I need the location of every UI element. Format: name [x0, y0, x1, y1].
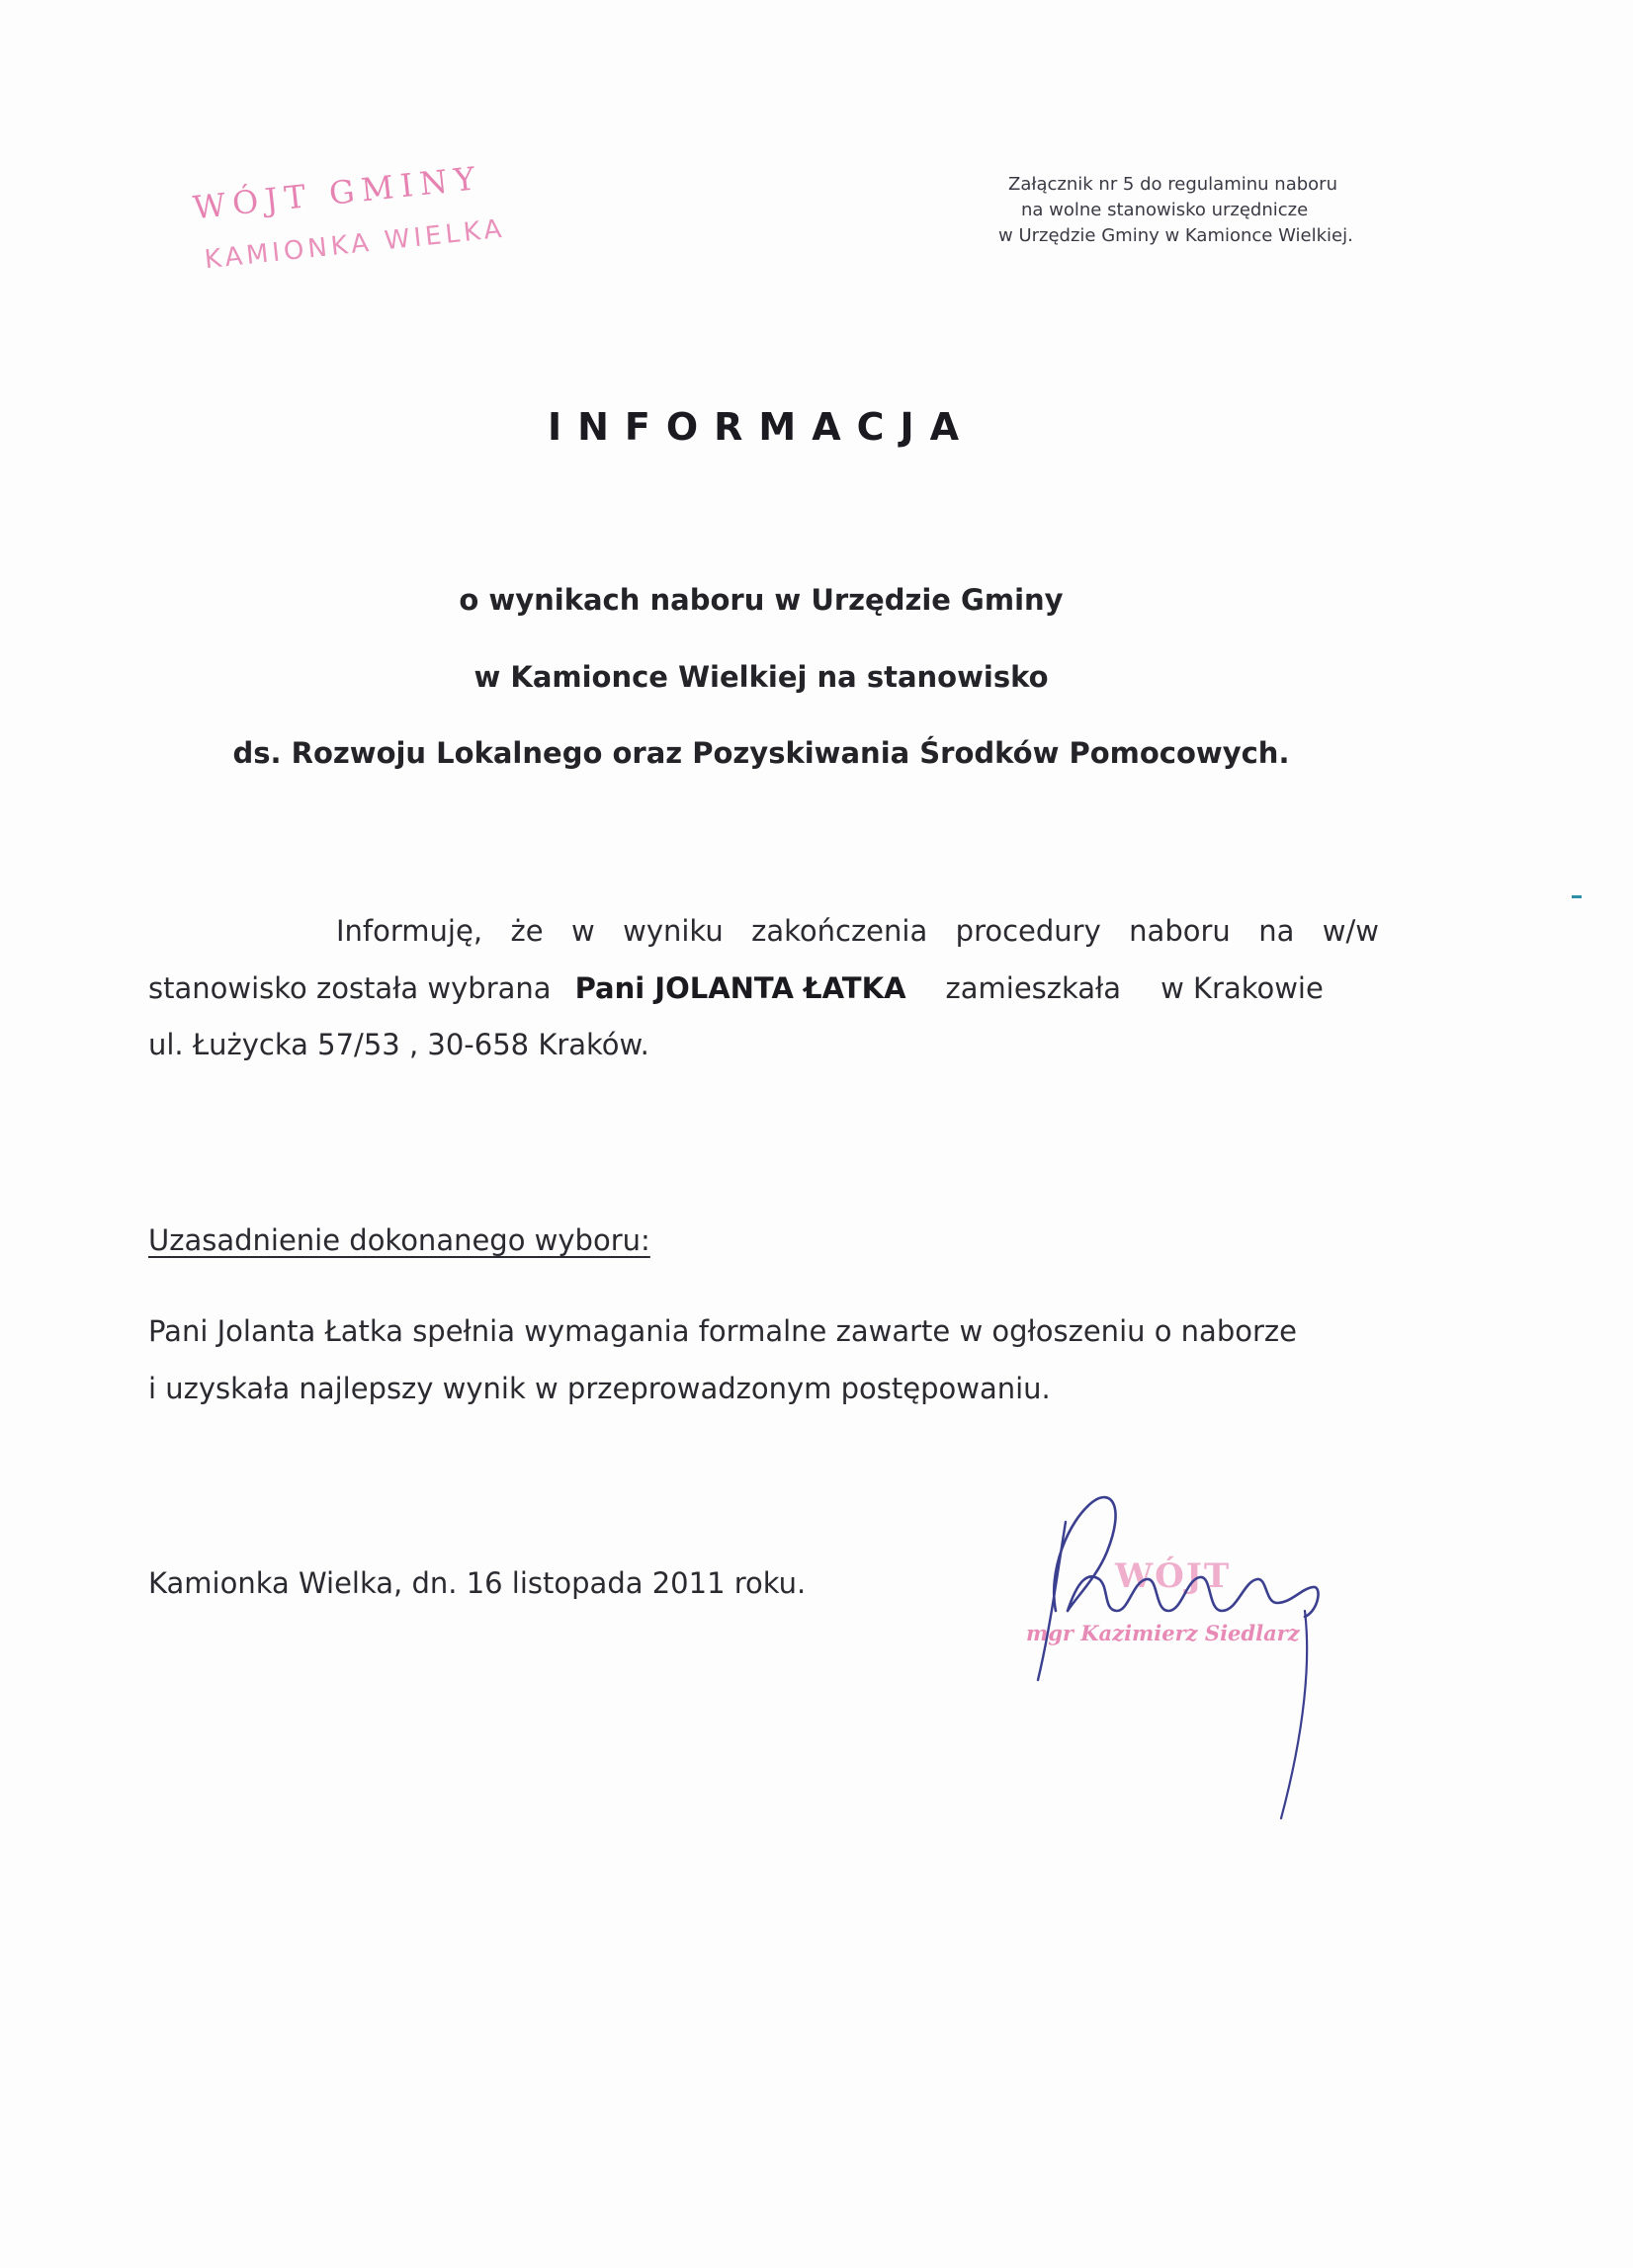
scan-speck [1572, 895, 1582, 898]
body-paragraph-line-1 [148, 914, 1379, 948]
selected-candidate-name: Pani JOLANTA ŁATKA [574, 971, 906, 1005]
handwritten-signature [1008, 1463, 1364, 1838]
body-line-2-city: w Krakowie [1160, 971, 1324, 1005]
subtitle-line-1: o wynikach naboru w Urzędzie Gminy [459, 583, 1064, 617]
body-line-2-start: stanowisko została wybrana [148, 971, 552, 1005]
stamp-line-2: KAMIONKA WIELKA [203, 213, 507, 276]
document-title: INFORMACJA [547, 405, 976, 449]
subtitle-line-3: ds. Rozwoju Lokalnego oraz Pozyskiwania Środków Pomocowych. [232, 736, 1290, 770]
justification-line-2: i uzyskała najlepszy wynik w przeprowadzonym postępowaniu. [148, 1372, 1051, 1405]
stamp-line-1: WÓJT GMINY [191, 158, 484, 227]
office-stamp [186, 138, 553, 294]
annex-line-1: Załącznik nr 5 do regulaminu naboru [1008, 174, 1337, 195]
body-paragraph-line-2 [148, 971, 1379, 1005]
body-line-2-residence: zamieszkała [945, 971, 1122, 1005]
annex-line-2: na wolne stanowisko urzędnicze [1021, 200, 1309, 220]
justification-line-1: Pani Jolanta Łatka spełnia wymagania formalne zawarte w ogłoszeniu o naborze [148, 1314, 1297, 1348]
subtitle-line-2: w Kamionce Wielkiej na stanowisko [473, 660, 1049, 694]
signature-stamp-name: mgr Kazimierz Siedlarz [1026, 1621, 1300, 1645]
annex-line-3: w Urzędzie Gminy w Kamionce Wielkiej. [998, 225, 1353, 246]
justification-heading: Uzasadnienie dokonanego wyboru: [148, 1223, 650, 1257]
place-and-date: Kamionka Wielka, dn. 16 listopada 2011 roku. [148, 1566, 807, 1600]
body-line-1-text: Informuję, że w wyniku zakończenia procedury naboru na w/w [336, 914, 1379, 948]
signature-stamp-title: WÓJT [1115, 1556, 1232, 1596]
annex-note [969, 172, 1404, 249]
candidate-address: ul. Łużycka 57/53 , 30-658 Kraków. [148, 1028, 649, 1061]
